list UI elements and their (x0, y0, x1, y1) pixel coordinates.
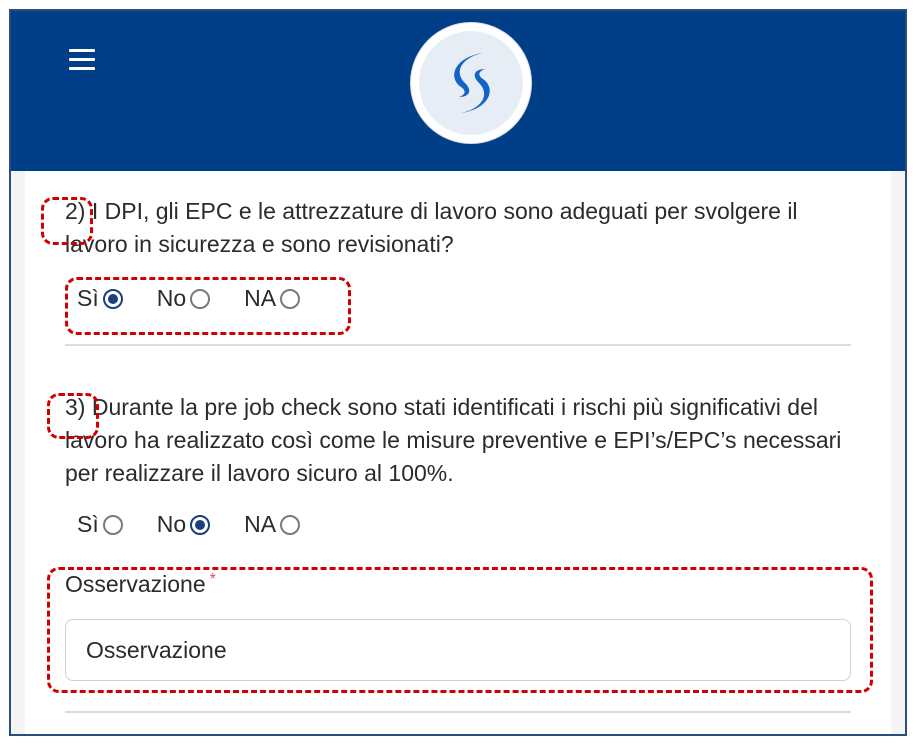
q2-option-na-label: NA (244, 285, 277, 311)
question-2 (65, 195, 855, 261)
q2-option-no-label: No (156, 285, 187, 311)
q3-radio-no[interactable] (190, 515, 210, 535)
hamburger-menu-icon[interactable] (69, 49, 95, 71)
app-frame (9, 9, 907, 736)
q2-option-no[interactable] (157, 285, 210, 312)
q2-option-si[interactable] (77, 285, 123, 312)
app-header (11, 11, 905, 171)
q3-option-na[interactable] (244, 511, 300, 538)
q3-option-no-label: No (156, 511, 187, 537)
q2-radio-na[interactable] (280, 289, 300, 309)
section-divider-bottom (65, 711, 851, 713)
brand-logo (411, 23, 531, 143)
observation-label-text: Osservazione (65, 571, 206, 597)
q3-option-si-label: Sì (77, 511, 99, 537)
observation-label (65, 571, 216, 598)
q2-radio-no[interactable] (190, 289, 210, 309)
required-marker: * (209, 571, 216, 588)
q3-option-si[interactable] (77, 511, 123, 538)
q3-option-no[interactable] (157, 511, 210, 538)
form-content (25, 171, 891, 736)
observation-input[interactable] (65, 619, 851, 681)
section-divider (65, 344, 851, 346)
question-3 (65, 391, 855, 490)
question-2-number: 2) (65, 198, 86, 224)
q2-option-na[interactable] (244, 285, 300, 312)
q2-option-si-label: Sì (77, 285, 99, 311)
q2-radio-si[interactable] (103, 289, 123, 309)
brand-s-logo-icon (419, 31, 523, 135)
q3-radio-si[interactable] (103, 515, 123, 535)
question-2-options (77, 285, 334, 312)
question-3-text: Durante la pre job check sono stati identificati i rischi più significativi del lavoro ha realizzato così come le misure preventive e EPI’s/EPC’s necessari per realizzare il lavoro sicuro al 100%. (65, 394, 842, 486)
question-3-options (77, 511, 334, 538)
question-3-number: 3) (65, 394, 86, 420)
question-2-text: I DPI, gli EPC e le attrezzature di lavoro sono adeguati per svolgere il lavoro in sicurezza e sono revisionati? (65, 198, 798, 257)
q3-radio-na[interactable] (280, 515, 300, 535)
q3-option-na-label: NA (244, 511, 277, 537)
